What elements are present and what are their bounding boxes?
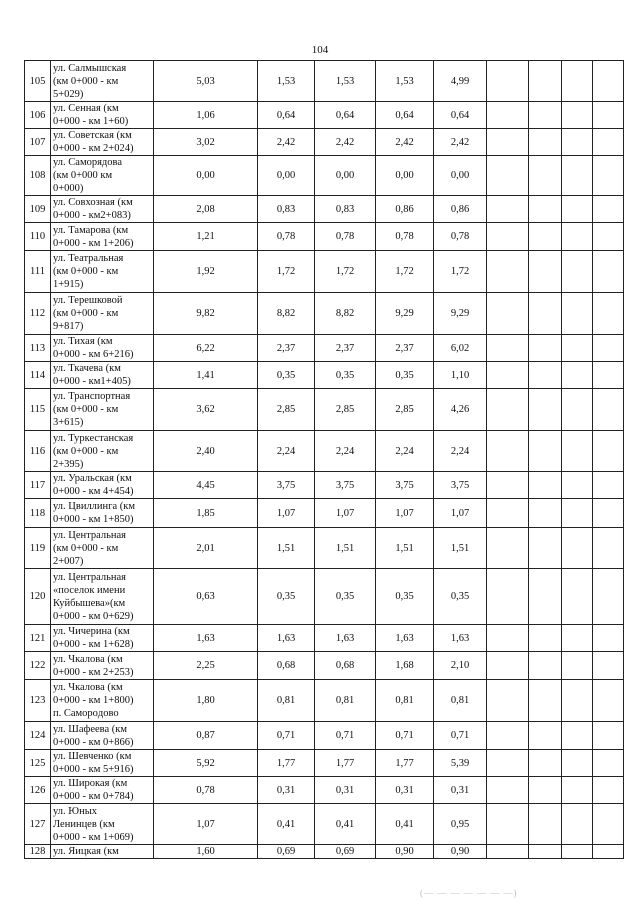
row-number: 124 (25, 722, 51, 750)
street-name-cell: ул. Шевченко (км 0+000 - км 5+916) (51, 750, 154, 777)
empty-cell (562, 129, 593, 156)
value-cell: 1,10 (434, 362, 487, 389)
row-number: 106 (25, 102, 51, 129)
empty-cell (562, 569, 593, 625)
street-name-cell: ул. Транспортная (км 0+000 - км 3+615) (51, 389, 154, 431)
table-row (25, 389, 624, 431)
value-cell: 3,75 (434, 472, 487, 499)
value-cell: 0,64 (376, 102, 434, 129)
empty-cell (529, 293, 562, 335)
value-cell: 0,81 (315, 680, 376, 722)
empty-cell (487, 499, 529, 528)
value-cell: 1,72 (315, 251, 376, 293)
value-cell: 2,42 (315, 129, 376, 156)
value-cell: 1,07 (434, 499, 487, 528)
value-cell: 0,95 (434, 804, 487, 845)
empty-cell (529, 777, 562, 804)
empty-cell (562, 680, 593, 722)
empty-cell (593, 335, 624, 362)
value-cell: 0,78 (376, 223, 434, 251)
row-number: 109 (25, 196, 51, 223)
row-number: 108 (25, 156, 51, 196)
value-cell: 0,90 (434, 845, 487, 859)
empty-cell (529, 569, 562, 625)
street-name-cell: ул. Цвиллинга (км 0+000 - км 1+850) (51, 499, 154, 528)
value-cell: 1,51 (434, 528, 487, 569)
value-cell: 1,60 (154, 845, 258, 859)
row-number: 105 (25, 61, 51, 102)
value-cell: 1,63 (315, 625, 376, 652)
value-cell: 8,82 (315, 293, 376, 335)
value-cell: 2,08 (154, 196, 258, 223)
empty-cell (593, 61, 624, 102)
empty-cell (529, 804, 562, 845)
empty-cell (487, 528, 529, 569)
empty-cell (593, 196, 624, 223)
value-cell: 0,00 (154, 156, 258, 196)
empty-cell (529, 223, 562, 251)
table-row (25, 625, 624, 652)
value-cell: 1,07 (258, 499, 315, 528)
empty-cell (487, 777, 529, 804)
value-cell: 0,35 (376, 362, 434, 389)
street-name-cell: ул. Салмышская (км 0+000 - км 5+029) (51, 61, 154, 102)
empty-cell (529, 750, 562, 777)
empty-cell (562, 722, 593, 750)
empty-cell (562, 652, 593, 680)
value-cell: 2,25 (154, 652, 258, 680)
table-row (25, 804, 624, 845)
value-cell: 0,87 (154, 722, 258, 750)
empty-cell (562, 223, 593, 251)
empty-cell (487, 845, 529, 859)
table-row (25, 652, 624, 680)
empty-cell (529, 431, 562, 472)
value-cell: 0,81 (376, 680, 434, 722)
value-cell: 0,86 (434, 196, 487, 223)
empty-cell (562, 156, 593, 196)
value-cell: 0,64 (434, 102, 487, 129)
value-cell: 0,41 (315, 804, 376, 845)
value-cell: 0,64 (315, 102, 376, 129)
value-cell: 8,82 (258, 293, 315, 335)
row-number: 115 (25, 389, 51, 431)
empty-cell (487, 750, 529, 777)
empty-cell (487, 389, 529, 431)
value-cell: 1,72 (258, 251, 315, 293)
value-cell: 5,03 (154, 61, 258, 102)
value-cell: 0,78 (258, 223, 315, 251)
value-cell: 1,21 (154, 223, 258, 251)
value-cell: 0,35 (315, 362, 376, 389)
empty-cell (593, 528, 624, 569)
table-row (25, 251, 624, 293)
empty-cell (487, 362, 529, 389)
street-name-cell: ул. Чкалова (км 0+000 - км 2+253) (51, 652, 154, 680)
row-number: 125 (25, 750, 51, 777)
value-cell: 1,63 (376, 625, 434, 652)
empty-cell (593, 750, 624, 777)
empty-cell (487, 472, 529, 499)
value-cell: 0,69 (315, 845, 376, 859)
table-row (25, 845, 624, 859)
value-cell: 2,37 (376, 335, 434, 362)
empty-cell (487, 156, 529, 196)
row-number: 113 (25, 335, 51, 362)
value-cell: 2,85 (258, 389, 315, 431)
value-cell: 1,72 (434, 251, 487, 293)
value-cell: 1,85 (154, 499, 258, 528)
value-cell: 1,07 (376, 499, 434, 528)
value-cell: 1,63 (154, 625, 258, 652)
table-row (25, 431, 624, 472)
value-cell: 0,69 (258, 845, 315, 859)
table-row (25, 680, 624, 722)
value-cell: 3,02 (154, 129, 258, 156)
empty-cell (593, 293, 624, 335)
empty-cell (562, 431, 593, 472)
table-row (25, 569, 624, 625)
row-number: 127 (25, 804, 51, 845)
value-cell: 0,31 (315, 777, 376, 804)
empty-cell (593, 804, 624, 845)
empty-cell (487, 196, 529, 223)
empty-cell (487, 102, 529, 129)
table-row (25, 472, 624, 499)
empty-cell (529, 652, 562, 680)
value-cell: 3,75 (258, 472, 315, 499)
value-cell: 4,99 (434, 61, 487, 102)
value-cell: 3,75 (376, 472, 434, 499)
row-number: 110 (25, 223, 51, 251)
empty-cell (593, 845, 624, 859)
value-cell: 2,42 (434, 129, 487, 156)
value-cell: 9,29 (434, 293, 487, 335)
value-cell: 1,68 (376, 652, 434, 680)
empty-cell (529, 196, 562, 223)
value-cell: 0,71 (434, 722, 487, 750)
value-cell: 1,92 (154, 251, 258, 293)
value-cell: 2,24 (434, 431, 487, 472)
table-row (25, 335, 624, 362)
table-row (25, 196, 624, 223)
value-cell: 0,78 (315, 223, 376, 251)
empty-cell (529, 528, 562, 569)
value-cell: 0,35 (434, 569, 487, 625)
row-number: 123 (25, 680, 51, 722)
empty-cell (529, 680, 562, 722)
empty-cell (529, 845, 562, 859)
empty-cell (562, 845, 593, 859)
empty-cell (529, 335, 562, 362)
street-name-cell: ул. Сенная (км 0+000 - км 1+60) (51, 102, 154, 129)
value-cell: 0,68 (315, 652, 376, 680)
empty-cell (529, 722, 562, 750)
value-cell: 5,92 (154, 750, 258, 777)
empty-cell (562, 389, 593, 431)
value-cell: 6,22 (154, 335, 258, 362)
value-cell: 0,00 (315, 156, 376, 196)
value-cell: 0,83 (315, 196, 376, 223)
row-number: 119 (25, 528, 51, 569)
empty-cell (593, 156, 624, 196)
value-cell: 1,72 (376, 251, 434, 293)
value-cell: 5,39 (434, 750, 487, 777)
empty-cell (487, 569, 529, 625)
value-cell: 1,41 (154, 362, 258, 389)
faint-footer-marks: (— — — — — — —) (420, 888, 518, 898)
value-cell: 4,45 (154, 472, 258, 499)
empty-cell (529, 472, 562, 499)
table-row (25, 102, 624, 129)
value-cell: 1,77 (258, 750, 315, 777)
street-name-cell: ул. Яицкая (км (51, 845, 154, 859)
value-cell: 1,51 (258, 528, 315, 569)
value-cell: 1,63 (258, 625, 315, 652)
value-cell: 0,78 (154, 777, 258, 804)
value-cell: 1,53 (376, 61, 434, 102)
table-row (25, 362, 624, 389)
empty-cell (487, 251, 529, 293)
row-number: 118 (25, 499, 51, 528)
value-cell: 0,35 (258, 569, 315, 625)
value-cell: 1,63 (434, 625, 487, 652)
value-cell: 2,85 (376, 389, 434, 431)
row-number: 126 (25, 777, 51, 804)
value-cell: 0,35 (258, 362, 315, 389)
value-cell: 2,42 (258, 129, 315, 156)
table-row (25, 750, 624, 777)
empty-cell (562, 750, 593, 777)
empty-cell (562, 499, 593, 528)
value-cell: 2,24 (258, 431, 315, 472)
value-cell: 0,71 (315, 722, 376, 750)
value-cell: 2,24 (315, 431, 376, 472)
value-cell: 3,62 (154, 389, 258, 431)
street-name-cell: ул. Тамарова (км 0+000 - км 1+206) (51, 223, 154, 251)
empty-cell (593, 362, 624, 389)
value-cell: 2,01 (154, 528, 258, 569)
empty-cell (562, 251, 593, 293)
street-name-cell: ул. Совхозная (км 0+000 - км2+083) (51, 196, 154, 223)
value-cell: 2,85 (315, 389, 376, 431)
row-number: 120 (25, 569, 51, 625)
empty-cell (593, 680, 624, 722)
value-cell: 0,83 (258, 196, 315, 223)
value-cell: 9,29 (376, 293, 434, 335)
empty-cell (487, 293, 529, 335)
table-row (25, 722, 624, 750)
row-number: 117 (25, 472, 51, 499)
table-row (25, 129, 624, 156)
value-cell: 1,51 (315, 528, 376, 569)
empty-cell (529, 61, 562, 102)
row-number: 112 (25, 293, 51, 335)
value-cell: 2,10 (434, 652, 487, 680)
street-name-cell: ул. Шафеева (км 0+000 - км 0+866) (51, 722, 154, 750)
value-cell: 0,41 (258, 804, 315, 845)
empty-cell (593, 569, 624, 625)
empty-cell (487, 431, 529, 472)
empty-cell (487, 335, 529, 362)
value-cell: 0,00 (434, 156, 487, 196)
empty-cell (529, 251, 562, 293)
value-cell: 0,63 (154, 569, 258, 625)
row-number: 114 (25, 362, 51, 389)
empty-cell (562, 293, 593, 335)
table-row (25, 156, 624, 196)
empty-cell (593, 431, 624, 472)
value-cell: 2,37 (258, 335, 315, 362)
street-name-cell: ул. Уральская (км 0+000 - км 4+454) (51, 472, 154, 499)
street-name-cell: ул. Туркестанская (км 0+000 - км 2+395) (51, 431, 154, 472)
empty-cell (487, 223, 529, 251)
empty-cell (529, 129, 562, 156)
empty-cell (593, 499, 624, 528)
empty-cell (562, 196, 593, 223)
empty-cell (593, 652, 624, 680)
value-cell: 0,68 (258, 652, 315, 680)
value-cell: 2,24 (376, 431, 434, 472)
empty-cell (593, 777, 624, 804)
empty-cell (529, 499, 562, 528)
row-number: 121 (25, 625, 51, 652)
empty-cell (529, 625, 562, 652)
value-cell: 0,81 (434, 680, 487, 722)
empty-cell (562, 804, 593, 845)
table-row (25, 528, 624, 569)
empty-cell (562, 335, 593, 362)
empty-cell (593, 625, 624, 652)
table-row (25, 61, 624, 102)
value-cell: 0,35 (315, 569, 376, 625)
value-cell: 1,07 (315, 499, 376, 528)
empty-cell (529, 362, 562, 389)
empty-cell (562, 625, 593, 652)
empty-cell (562, 362, 593, 389)
empty-cell (593, 223, 624, 251)
value-cell: 0,41 (376, 804, 434, 845)
empty-cell (562, 102, 593, 129)
empty-cell (593, 472, 624, 499)
value-cell: 0,86 (376, 196, 434, 223)
value-cell: 1,77 (315, 750, 376, 777)
empty-cell (593, 389, 624, 431)
value-cell: 0,90 (376, 845, 434, 859)
value-cell: 0,00 (376, 156, 434, 196)
value-cell: 0,71 (376, 722, 434, 750)
street-name-cell: ул. Чичерина (км 0+000 - км 1+628) (51, 625, 154, 652)
row-number: 128 (25, 845, 51, 859)
value-cell: 0,00 (258, 156, 315, 196)
street-name-cell: ул. Центральная «поселок имени Куйбышева»(км 0+000 - км 0+629) (51, 569, 154, 625)
street-name-cell: ул. Ткачева (км 0+000 - км1+405) (51, 362, 154, 389)
empty-cell (487, 129, 529, 156)
empty-cell (562, 777, 593, 804)
empty-cell (593, 102, 624, 129)
value-cell: 4,26 (434, 389, 487, 431)
value-cell: 0,31 (434, 777, 487, 804)
row-number: 111 (25, 251, 51, 293)
street-name-cell: ул. Юных Ленинцев (км 0+000 - км 1+069) (51, 804, 154, 845)
row-number: 122 (25, 652, 51, 680)
value-cell: 0,81 (258, 680, 315, 722)
empty-cell (487, 722, 529, 750)
empty-cell (562, 472, 593, 499)
empty-cell (487, 804, 529, 845)
empty-cell (529, 389, 562, 431)
street-name-cell: ул. Советская (км 0+000 - км 2+024) (51, 129, 154, 156)
empty-cell (529, 156, 562, 196)
value-cell: 2,37 (315, 335, 376, 362)
document-table (24, 60, 624, 859)
value-cell: 0,31 (258, 777, 315, 804)
table-row (25, 293, 624, 335)
value-cell: 1,53 (258, 61, 315, 102)
value-cell: 0,78 (434, 223, 487, 251)
empty-cell (487, 625, 529, 652)
empty-cell (529, 102, 562, 129)
table-row (25, 777, 624, 804)
empty-cell (593, 129, 624, 156)
empty-cell (487, 61, 529, 102)
value-cell: 1,51 (376, 528, 434, 569)
value-cell: 1,77 (376, 750, 434, 777)
value-cell: 2,40 (154, 431, 258, 472)
street-name-cell: ул. Саморядова (км 0+000 км 0+000) (51, 156, 154, 196)
street-name-cell: ул. Центральная (км 0+000 - км 2+007) (51, 528, 154, 569)
empty-cell (593, 251, 624, 293)
value-cell: 1,53 (315, 61, 376, 102)
street-name-cell: ул. Тихая (км 0+000 - км 6+216) (51, 335, 154, 362)
empty-cell (562, 528, 593, 569)
empty-cell (562, 61, 593, 102)
value-cell: 1,07 (154, 804, 258, 845)
value-cell: 0,31 (376, 777, 434, 804)
empty-cell (593, 722, 624, 750)
street-name-cell: ул. Широкая (км 0+000 - км 0+784) (51, 777, 154, 804)
value-cell: 0,64 (258, 102, 315, 129)
table-row (25, 223, 624, 251)
value-cell: 0,35 (376, 569, 434, 625)
value-cell: 1,80 (154, 680, 258, 722)
value-cell: 3,75 (315, 472, 376, 499)
table-row (25, 499, 624, 528)
empty-cell (487, 680, 529, 722)
street-name-cell: ул. Театральная (км 0+000 - км 1+915) (51, 251, 154, 293)
value-cell: 0,71 (258, 722, 315, 750)
value-cell: 2,42 (376, 129, 434, 156)
page-number: 104 (311, 44, 329, 56)
row-number: 107 (25, 129, 51, 156)
row-number: 116 (25, 431, 51, 472)
street-name-cell: ул. Чкалова (км 0+000 - км 1+800) п. Саморoдово (51, 680, 154, 722)
value-cell: 1,06 (154, 102, 258, 129)
empty-cell (487, 652, 529, 680)
value-cell: 6,02 (434, 335, 487, 362)
value-cell: 9,82 (154, 293, 258, 335)
street-name-cell: ул. Терешковой (км 0+000 - км 9+817) (51, 293, 154, 335)
